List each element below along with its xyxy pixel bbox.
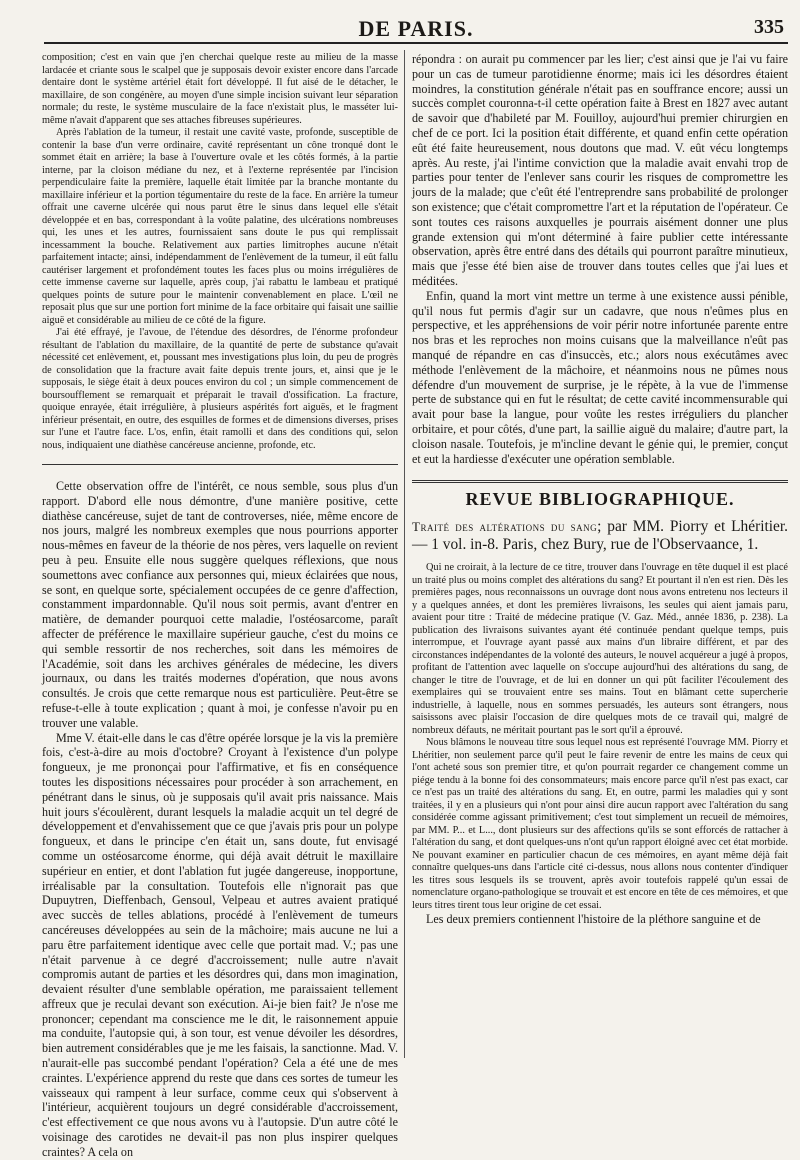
continuation-paragraph: répondra : on aurait pu commencer par les lier; c'est ainsi que je l'ai vu faire pour un cas de tumeur parotidienne énorme; mais ici les désordres étaient moindres, la constitution générale n'était pas en souffrance encore; aussi un succès complet couronna-t-il cette opération faite à Brest en 1827 avec autant de savoir que d'habileté par M. Fouilloy, aujourd'hui premier chirurgien en chef de ce port. Ici la position était différente, et quand enfin cette opération eût été faite heureusement, nous doutons que mad. V. eût vécu longtemps après. Au reste, j'ai l'intime conviction que la maladie avait envahi trop de parties pour tenter de l'enlever sans courir les risques de compromettre les jours de la malade; que c'eût été l'entreprendre sans probabilité de prolonger son existence; que c'était compromettre l'art et la réputation de l'opérateur. Ce sont toutes ces raisons auxquelles je pourrais aisément donner une plus grande extension qui m'ont déterminé à faire publier cette intéressante observation, après être entré dans des détails qui pourront paraître minutieux, mais que j'esse été bien aise de trouver dans toutes celles que j'ai lues et méditées.	[412, 52, 788, 288]
column-divider	[404, 50, 405, 1058]
review-paragraph: Les deux premiers contiennent l'histoire de la pléthore sanguine et de	[426, 912, 761, 927]
case-paragraph: J'ai été effrayé, je l'avoue, de l'étendue des désordres, de l'énorme profondeur résultant de l'ablation du maxillaire, de la quantité de perte de substance qu'avait nécessité cet enlèvement, et, poussant mes investigations plus loin, du peu de progrès de consolidation que la fracture avait faite depuis trente jours, et, ainsi que je le supposais, le siège était à deux pouces environ du col ; un simple commencement de boursoufflement se remarquait et préparait le travail d'ossification. La fracture, quoique enrayée, était irrégulière, à plusieurs aspérités fort aiguës, et le fragment inférieur présentait, en outre, des esquilles de formes et de dimensions diverses, prises sur l'une et l'autre face. L'os, enfin, était ramolli et dans des conditions qui, selon nous, indiquaient une diathèse cancéreuse ancienne, profonde, etc.	[42, 327, 398, 451]
right-column	[412, 52, 788, 1058]
section-separator	[412, 480, 788, 483]
continuation-paragraph: Enfin, quand la mort vint mettre un terme à une existence aussi pénible, qu'il nous fut permis d'agir sur un cadavre, que nous n'eûmes plus en perspective, et les appréhensions de voir périr notre infortunée parente entre nos bras et les reproches non moins cuisans que la malveillance n'eût pas manqué de répandre en cas d'insuccès, etc.; alors nous exécutâmes avec méthode l'enlèvement de la mâchoire, et néanmoins nous ne pûmes nous défendre d'un mouvement de surprise, je le répète, à la vue de l'immense perte de substance qui en fut le résultat; de cette cavité incommensurable qui avait pour base la langue, pour voûte les restes irréguliers du plancher orbitaire, et pour côtés, d'une part, la saillie aiguë du malaire; d'autre part, la cloison nasale. Toutefois, je m'incline devant le génie qui, le premier, conçut et eut la hardiesse d'exécuter une opération semblable.	[412, 288, 788, 466]
review-paragraph: Nous blâmons le nouveau titre sous lequel nous est représenté l'ouvrage MM. Piorry et Lhéritier, non seulement parce qu'il peut le faire revenir de entre les mains de ceux qui l'ont acheté sous son premier titre, et qu'on pourrait regarder ce changement comme un piége tendu à la bonne foi des consommateurs; mais encore parce qu'il n'est pas exact, car ce n'est pas un traité des altérations du sang. Et, en outre, parmi les maladies qui y sont traitées, il y en a plusieurs qui n'ont pour ainsi dire aucun rapport avec l'altération du sang considérée comme agissant primitivement; c'est tout simplement un recueil de mémoires, par MM. P... et L..., dont plusieurs sur des affections qu'ils se sont efforcés de rattacher à l'altération du sang, et dont quelques-uns n'ont qu'un rapport éloigné avec cet état morbide. Ne pouvant examiner en particulier chacun de ces mémoires, en ayant même déjà fait connaître quelques-uns dans l'article cité ci-dessus, nous allons nous contenter d'indiquer les titres sous lesquels ils se trouvent, après avoir toutefois rappelé qu'un essai de nomenclature organo-pathologique se trouvait et est encore en tête de ces mémoires, et que leurs titres tirent tous leur origine de cet essai.	[412, 737, 788, 911]
running-title: DE PARIS.	[358, 16, 474, 41]
review-heading: REVUE BIBLIOGRAPHIQUE.	[465, 489, 735, 510]
commentary-paragraph: Mme V. était-elle dans le cas d'être opérée lorsque je la vis la première fois, c'est-à-dire au mois d'octobre? Croyant à l'existence d'un polype fongueux, je me prononçai pour l'affirmative, et fis en conséquence toutes les dispositions nécessaires pour procéder à son arrachement, en pénétrant dans le sinus, où je supposais qu'il avait pris naissance. Mais huit jours s'écoulèrent, durant lesquels la maladie acquit un tel degré de développement et d'envahissement que ce que j'avais pris pour un polype fongueux, et dans le principe c'en était un, sans doute, fut envisagé comme un ostéosarcome énorme, qui déjà avait détruit le maxillaire supérieur en entier, et dont l'ablation fut jugée dangereuse, inopportune, irréalisable par la consultation. Toutefois elle n'ignorait pas que Dupuytren, Dieffenbach, Gensoul, Velpeau et autres avaient pratiqué avec succès de telles ablations, procédé à l'enlèvement de tumeurs cancéreuses développées au sein de la mâchoire; mais aucune ne lui a paru être parfaitement identique avec celle que portait mad. V.; pas une n'était parvenue à ce degré d'accroissement; nulle autre n'avait compromis autant de parties et les désordres qui, dans mon imagination, devaient résulter d'une semblable opération, me paraissaient tellement affreux que je reculai devant son exécution. Ai-je bien fait? Je n'ose me prononcer; cependant ma conscience me le dit, le raisonnement appuie ma conduite, l'autopsie qui, à son tour, est venue dévoiler les désordres, bien autrement considérables que je me les faisais, la sanctionne. Mad. V. n'aurait-elle pas succombé pendant l'opération? Cela a été une de mes craintes. L'expérience apprend du reste que dans ces sortes de tumeur les vaisseaux qui rampent à leur surface, comme ceux qui s'observent à l'intérieur, acquièrent toujours un degré considérable d'accroissement, c'est effectivement ce que nous avons vu à l'autopsie. D'un autre côté le voisinage des carotides ne devait-il pas non plus inspirer quelques craintes? A cela on	[42, 730, 398, 1159]
commentary-paragraph: Cette observation offre de l'intérêt, ce nous semble, sous plus d'un rapport. D'abord elle nous démontre, d'une manière positive, cette diathèse cancéreuse, sujet de tant de controverses, niée, même encore de nos jours, malgré les nombreux exemples que nous pourrions apporter nous-mêmes en faveur de la théorie de nos pères, vers laquelle on revient peu à peu. Ensuite elle nous suggère quelques réflexions, que nous soumettons avec confiance aux personnes qui, mieux éclairées que nous, se sont, en quelque sorte, spécialement occupées de ce genre d'affection, constamment impardonnable. Qu'il nous soit permis, avant d'entrer en matière, de demander pourquoi cette maladie, l'ostéosarcome, paraît affecter de préférence le maxillaire supérieur gauche, c'est du moins ce qui semble ressortir de nos recherches, soit dans les mémoires de l'Académie, soit dans les archives générales de médecine, les divers journaux, ou dans les traités modernes d'opération, que nous avons consultés. Je crois que cette remarque nous est particulière. Peut-être se refuse-t-elle à toute explication ; quant à moi, je confesse n'avoir pu en trouver une valable.	[42, 479, 398, 730]
page-header	[44, 14, 788, 44]
section-separator	[42, 464, 398, 465]
book-title-main: Traité des altérations du sang	[412, 519, 598, 535]
book-title-details: ; par MM. Piorry et Lhéritier. — 1 vol. in-8. Paris, chez Bury, rue de l'Observaance, 1.	[412, 518, 788, 554]
page-number: 335	[754, 16, 784, 38]
review-paragraph: Qui ne croirait, à la lecture de ce titre, trouver dans l'ouvrage en tête duquel il est placé un traité plus ou moins complet des altérations du sang? Et pourtant il n'en est rien. Dès les premières pages, nous reconnaissons un ouvrage dont nous avons entretenu nos lecteurs il y a quelques années, et dont les premières livraisons, les seules qui aient jamais paru, avaient pour titre : Traité de médecine pratique (V. Gaz. Méd., année 1836, p. 238). La publication des livraisons suivantes ayant été continuée pendant quelque temps, puis interrompue, et l'ouvrage ayant passé aux mains d'un libraire différent, et par des circonstances indépendantes de la volonté des auteurs, le nouvel acquéreur a jugé à propos, profitant de l'attention avec laquelle on s'occupe aujourd'hui des altérations du sang, de changer le titre de l'ouvrage, et de lui en donner un qui pût faciliter l'écoulement des exemplaires qui se trouvaient entre ses mains. Tout en blâmant cette supercherie industrielle, à laquelle, nous en sommes persuadés, les auteurs sont étrangers, nous saisissons avec plaisir l'occasion de dire quelques mots de ce travail qui, malgré de nombreux défauts, ne méritait pourtant pas le sort qu'il a éprouvé.	[412, 562, 788, 736]
left-column	[42, 52, 398, 1159]
book-title	[412, 518, 788, 554]
case-paragraph: Après l'ablation de la tumeur, il restait une cavité vaste, profonde, susceptible de contenir la base d'un verre ordinaire, cavité représentant un cône tronqué dont le sommet était en arrière; la base à l'ouverture ovale et les côtés formés, à la partie interne, par la cloison médiane du nez, et à l'externe représentée par l'incision perpendiculaire faite la première, laquelle était limitée par la branche montante du maxillaire inférieur et la portion tégumentaire du reste de la face. En arrière la tumeur offrait une caverne ulcérée qui nous parut être le sinus dans lequel elle s'était développée et en bas, correspondant à la voûte palatine, des ulcérations nombreuses qui, les unes et les autres, fournissaient sans doute le pus qui remplissait incessamment la bouche. Relativement aux parties limitrophes aucune n'était parfaitement intacte; ainsi, indépendamment de l'enlèvement de la tumeur, il eût fallu cautériser largement et profondément toutes les faces plus ou moins irrégulières de cette immense caverne sur laquelle, après coup, j'ai rabattu le lambeau et pratiqué quelques points de suture pour le maintenir convenablement en place. L'œil ne reposait plus que sur une portion fort minime de la face orbitaire qui faisait une saillie aiguë et considérable au milieu de ce côté de la figure.	[42, 127, 398, 326]
case-paragraph: composition; c'est en vain que j'en cherchai quelque reste au milieu de la masse lardacée et criante sous le scalpel que je supposais devoir exister encore dans l'arcade dentaire dont le système artériel était fort développé. Il fut aisé de le détacher, le maxillaire, de son congénère, au moyen d'une simple incision suivant leur séparation normale; du reste, le système musculaire de la face n'existait plus, le masséter lui-même n'avait d'apparent que ses attaches fibreuses supérieures.	[42, 52, 398, 126]
